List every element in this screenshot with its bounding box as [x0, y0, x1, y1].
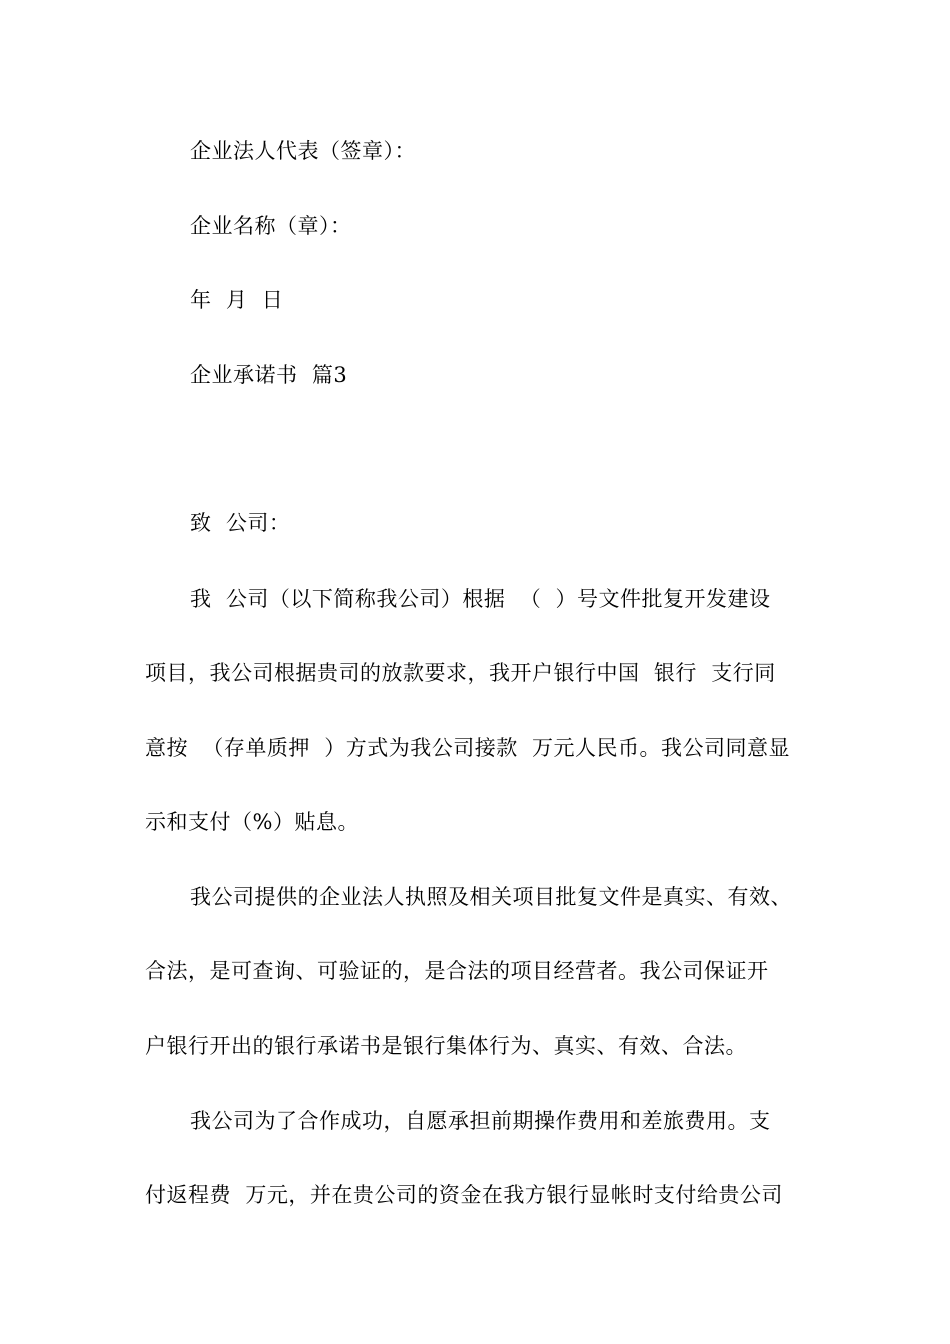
paragraph-3-line-1: 我公司为了合作成功，自愿承担前期操作费用和差旅费用。支 — [190, 1109, 771, 1133]
section-heading: 企业承诺书 篇3 — [190, 363, 348, 387]
paragraph-1-line-2: 项目，我公司根据贵司的放款要求，我开户银行中国 银行 支行同 — [145, 661, 776, 685]
paragraph-2-line-1: 我公司提供的企业法人执照及相关项目批复文件是真实、有效、 — [190, 885, 792, 909]
date-line: 年 月 日 — [190, 288, 284, 312]
salutation: 致 公司： — [190, 511, 291, 535]
paragraph-1-line-1: 我 公司（以下简称我公司）根据 （ ）号文件批复开发建设 — [190, 587, 771, 611]
legal-representative-signature-line: 企业法人代表（签章）： — [190, 139, 416, 163]
company-name-seal-line: 企业名称（章）： — [190, 214, 352, 238]
paragraph-2-line-2: 合法，是可查询、可验证的，是合法的项目经营者。我公司保证开 — [145, 959, 769, 983]
paragraph-1-line-3: 意按 （存单质押 ）方式为我公司接款 万元人民币。我公司同意显 — [145, 736, 791, 760]
paragraph-1-line-4: 示和支付（%）贴息。 — [145, 810, 359, 834]
paragraph-2-line-3: 户银行开出的银行承诺书是银行集体行为、真实、有效、合法。 — [145, 1034, 747, 1058]
paragraph-3-line-2: 付返程费 万元，并在贵公司的资金在我方银行显帐时支付给贵公司 — [145, 1183, 783, 1207]
